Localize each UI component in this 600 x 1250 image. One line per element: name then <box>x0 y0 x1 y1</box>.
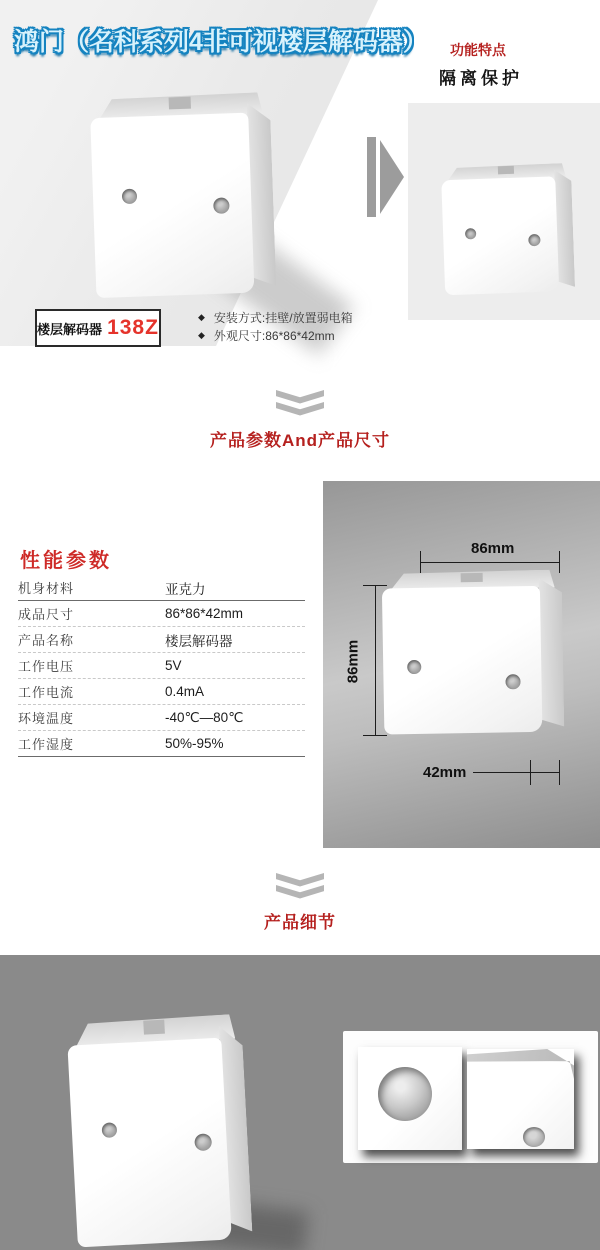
screw-hole-closeup <box>378 1067 432 1121</box>
model-name: 楼层解码器 <box>37 321 103 337</box>
arrow-right-icon <box>380 140 404 214</box>
box-top-notch <box>461 572 483 582</box>
dimension-tick <box>420 551 421 573</box>
spec-bullet <box>198 327 458 344</box>
spec-label: 工作电流 <box>18 685 75 700</box>
diamond-bullet-icon: ◆ <box>198 330 205 340</box>
dimension-tick <box>530 760 531 785</box>
spec-value: 亚克力 <box>165 581 206 597</box>
closeup-corner-photo <box>467 1049 574 1149</box>
spec-label: 机身材料 <box>18 581 75 596</box>
dimension-tick <box>363 735 387 736</box>
table-row <box>18 575 305 601</box>
chevron-down-icon <box>276 873 324 887</box>
box-top-edge-closeup <box>467 1049 574 1079</box>
features-heading: 功能特点 <box>450 42 506 58</box>
dimension-tick <box>363 585 387 586</box>
spec-label: 产品名称 <box>18 633 75 648</box>
divider-params-title: 产品参数And产品尺寸 <box>209 431 391 450</box>
dimension-line-width <box>420 562 560 563</box>
feature-item: 隔离保护 <box>439 69 523 89</box>
spec-value: 86*86*42mm <box>165 606 244 621</box>
bullet-text: 外观尺寸:86*86*42mm <box>213 329 335 343</box>
page-title: 鸿门（名科系列4非可视楼层解码器） <box>14 28 428 56</box>
diamond-bullet-icon: ◆ <box>198 312 205 322</box>
model-code: 138Z <box>107 316 159 339</box>
chevron-down-icon <box>276 885 324 899</box>
dimension-height-label: 86mm <box>344 639 362 684</box>
spec-value: -40℃—80℃ <box>165 709 244 725</box>
box-side-face <box>538 578 564 727</box>
spec-label: 工作湿度 <box>18 737 75 752</box>
spec-value: 楼层解码器 <box>165 633 233 649</box>
box-front-face <box>90 113 255 298</box>
specs-heading: 性能参数 <box>20 550 112 572</box>
dimension-line-height <box>375 585 376 735</box>
box-top-notch <box>169 97 191 110</box>
table-row <box>18 653 305 679</box>
spec-label: 环境温度 <box>18 711 75 726</box>
model-label-box <box>35 309 161 347</box>
spec-label: 工作电压 <box>18 659 75 674</box>
dimension-figure <box>323 481 600 848</box>
screw-hole-closeup <box>523 1127 545 1147</box>
product-photo-small <box>441 163 575 295</box>
dimension-tick <box>559 551 560 573</box>
spec-value: 0.4mA <box>165 684 205 699</box>
spec-value: 5V <box>165 658 182 673</box>
detail-product-photo <box>66 1014 253 1248</box>
specs-table <box>18 575 305 757</box>
product-photo-main <box>90 92 277 298</box>
dimension-product-photo <box>382 569 565 734</box>
spec-label: 成品尺寸 <box>18 607 75 622</box>
box-top-notch <box>143 1020 165 1035</box>
dimension-tick <box>559 760 560 785</box>
spec-value: 50%-95% <box>165 736 224 751</box>
spec-bullet <box>198 309 458 326</box>
box-top-notch <box>498 166 514 174</box>
box-front-face <box>441 176 559 295</box>
dimension-line-depth <box>473 772 560 773</box>
dimension-depth-label: 42mm <box>423 764 467 781</box>
detail-closeups-panel <box>343 1031 598 1163</box>
chevron-down-icon <box>276 402 324 416</box>
table-row <box>18 705 305 731</box>
dimension-width-label: 86mm <box>471 540 515 557</box>
arrow-right-icon <box>367 137 376 217</box>
bullet-text: 安装方式:挂壁/放置弱电箱 <box>213 311 353 325</box>
table-row <box>18 731 305 757</box>
closeup-hole-photo <box>358 1047 462 1150</box>
table-row <box>18 679 305 705</box>
divider-details-title: 产品细节 <box>264 913 336 932</box>
box-front-face <box>382 586 543 735</box>
table-row <box>18 601 305 627</box>
chevron-down-icon <box>276 390 324 404</box>
table-row <box>18 627 305 653</box>
